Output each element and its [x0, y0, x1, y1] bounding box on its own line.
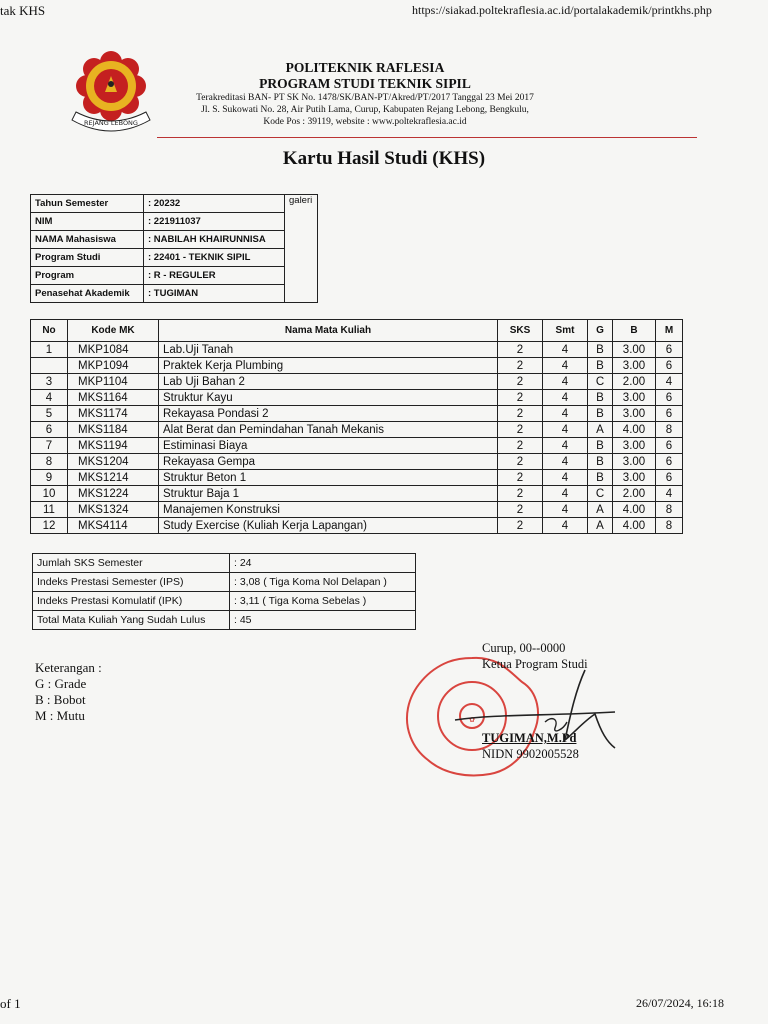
info-row — [31, 231, 318, 249]
summary-row — [33, 554, 416, 573]
cell-mutu: 6 — [656, 358, 683, 374]
cell-bobot: 3.00 — [613, 438, 656, 454]
handwritten-signature — [425, 662, 625, 762]
cell-sks: 2 — [498, 374, 543, 390]
col-header-bobot: B — [613, 320, 656, 342]
cell-course-name: Rekayasa Gempa — [159, 454, 498, 470]
document-title: Kartu Hasil Studi (KHS) — [282, 148, 486, 169]
col-header-code: Kode MK — [68, 320, 159, 342]
summary-value: : 24 — [230, 554, 416, 573]
cell-bobot: 3.00 — [613, 358, 656, 374]
summary-label: Indeks Prestasi Semester (IPS) — [33, 573, 230, 592]
cell-smt: 4 — [543, 422, 588, 438]
info-value: : 221911037 — [144, 213, 285, 231]
cell-grade: C — [588, 374, 613, 390]
institution-logo — [66, 50, 156, 134]
cell-no: 11 — [31, 502, 68, 518]
col-header-name: Nama Mata Kuliah — [159, 320, 498, 342]
cell-smt: 4 — [543, 374, 588, 390]
course-row — [31, 438, 683, 454]
cell-grade: B — [588, 438, 613, 454]
cell-bobot: 2.00 — [613, 486, 656, 502]
student-info-table — [30, 194, 318, 303]
course-row — [31, 454, 683, 470]
cell-sks: 2 — [498, 358, 543, 374]
print-timestamp: 26/07/2024, 16:18 — [636, 996, 725, 1010]
cell-bobot: 3.00 — [613, 406, 656, 422]
cell-smt: 4 — [543, 438, 588, 454]
svg-text:✿: ✿ — [469, 716, 475, 724]
cell-no: 9 — [31, 470, 68, 486]
cell-grade: B — [588, 470, 613, 486]
course-row — [31, 390, 683, 406]
col-header-sks: SKS — [498, 320, 543, 342]
info-label: Program Studi — [31, 249, 144, 267]
legend-item: G : Grade — [35, 676, 87, 691]
course-row — [31, 406, 683, 422]
cell-code: MKP1094 — [68, 358, 159, 374]
cell-smt: 4 — [543, 518, 588, 534]
cell-code: MKS1164 — [68, 390, 159, 406]
institution-name: POLITEKNIK RAFLESIA — [285, 60, 445, 75]
cell-sks: 2 — [498, 406, 543, 422]
cell-no: 4 — [31, 390, 68, 406]
cell-mutu: 8 — [656, 502, 683, 518]
course-row — [31, 518, 683, 534]
summary-row — [33, 573, 416, 592]
cell-code: MKP1084 — [68, 342, 159, 358]
cell-sks: 2 — [498, 502, 543, 518]
course-row — [31, 502, 683, 518]
course-row — [31, 470, 683, 486]
cell-code: MKS1184 — [68, 422, 159, 438]
col-header-smt: Smt — [543, 320, 588, 342]
header-divider — [157, 137, 697, 138]
summary-row — [33, 611, 416, 630]
cell-smt: 4 — [543, 502, 588, 518]
cell-sks: 2 — [498, 486, 543, 502]
col-header-mutu: M — [656, 320, 683, 342]
cell-no: 6 — [31, 422, 68, 438]
cell-mutu: 6 — [656, 438, 683, 454]
cell-course-name: Alat Berat dan Pemindahan Tanah Mekanis — [159, 422, 498, 438]
address-text: Jl. S. Sukowati No. 28, Air Putih Lama, Curup, Kabupaten Rejang Lebong, Bengkulu, — [201, 105, 529, 115]
cell-bobot: 4.00 — [613, 502, 656, 518]
cell-smt: 4 — [543, 486, 588, 502]
cell-bobot: 3.00 — [613, 470, 656, 486]
logo-ribbon-text: REJANG LEBONG — [84, 119, 138, 127]
cell-grade: A — [588, 518, 613, 534]
legend-item: B : Bobot — [35, 692, 86, 707]
summary-value: : 3,08 ( Tiga Koma Nol Delapan ) — [230, 573, 416, 592]
cell-course-name: Lab Uji Bahan 2 — [159, 374, 498, 390]
course-row — [31, 486, 683, 502]
course-row — [31, 374, 683, 390]
info-value: : R - REGULER — [144, 267, 285, 285]
cell-bobot: 3.00 — [613, 454, 656, 470]
cell-sks: 2 — [498, 422, 543, 438]
cell-smt: 4 — [543, 358, 588, 374]
info-row — [31, 213, 318, 231]
cell-no: 8 — [31, 454, 68, 470]
cell-mutu: 8 — [656, 518, 683, 534]
cell-no — [31, 358, 68, 374]
cell-sks: 2 — [498, 518, 543, 534]
summary-value: : 45 — [230, 611, 416, 630]
postal-text: Kode Pos : 39119, website : www.poltekraflesia.ac.id — [263, 117, 467, 127]
cell-course-name: Manajemen Konstruksi — [159, 502, 498, 518]
cell-grade: A — [588, 502, 613, 518]
signatory-name: TUGIMAN,M.Pd — [482, 731, 577, 745]
cell-mutu: 6 — [656, 390, 683, 406]
cell-grade: B — [588, 342, 613, 358]
cell-sks: 2 — [498, 470, 543, 486]
courses-table — [30, 319, 683, 534]
info-value: : 20232 — [144, 195, 285, 213]
summary-label: Jumlah SKS Semester — [33, 554, 230, 573]
signatory-nidn: NIDN 9902005528 — [482, 747, 579, 761]
cell-mutu: 4 — [656, 486, 683, 502]
cell-bobot: 4.00 — [613, 518, 656, 534]
cell-bobot: 4.00 — [613, 422, 656, 438]
info-row — [31, 249, 318, 267]
info-value: : NABILAH KHAIRUNNISA — [144, 231, 285, 249]
cell-grade: B — [588, 454, 613, 470]
course-row — [31, 358, 683, 374]
cell-course-name: Rekayasa Pondasi 2 — [159, 406, 498, 422]
cell-sks: 2 — [498, 342, 543, 358]
cell-course-name: Estiminasi Biaya — [159, 438, 498, 454]
place-date: Curup, 00--0000 — [482, 641, 566, 655]
institution-header — [160, 60, 570, 128]
info-row — [31, 285, 318, 303]
info-label: Program — [31, 267, 144, 285]
cell-code: MKS4114 — [68, 518, 159, 534]
cell-mutu: 6 — [656, 406, 683, 422]
signatory-role: Ketua Program Studi — [482, 657, 588, 671]
cell-smt: 4 — [543, 406, 588, 422]
cell-no: 1 — [31, 342, 68, 358]
accreditation-text: Terakreditasi BAN- PT SK No. 1478/SK/BAN-PT/Akred/PT/2017 Tanggal 23 Mei 2017 — [196, 93, 534, 103]
cell-mutu: 6 — [656, 454, 683, 470]
cell-course-name: Struktur Beton 1 — [159, 470, 498, 486]
course-row — [31, 342, 683, 358]
cell-mutu: 6 — [656, 342, 683, 358]
cell-bobot: 3.00 — [613, 342, 656, 358]
info-label: Tahun Semester — [31, 195, 144, 213]
cell-sks: 2 — [498, 438, 543, 454]
info-label: Penasehat Akademik — [31, 285, 144, 303]
cell-bobot: 2.00 — [613, 374, 656, 390]
cell-code: MKS1214 — [68, 470, 159, 486]
cell-code: MKS1204 — [68, 454, 159, 470]
cell-course-name: Struktur Baja 1 — [159, 486, 498, 502]
cell-course-name: Lab.Uji Tanah — [159, 342, 498, 358]
cell-sks: 2 — [498, 454, 543, 470]
cell-no: 5 — [31, 406, 68, 422]
summary-row — [33, 592, 416, 611]
course-row — [31, 422, 683, 438]
cell-grade: B — [588, 358, 613, 374]
info-value: : TUGIMAN — [144, 285, 285, 303]
summary-label: Total Mata Kuliah Yang Sudah Lulus — [33, 611, 230, 630]
cell-grade: A — [588, 422, 613, 438]
cell-smt: 4 — [543, 470, 588, 486]
info-row — [31, 267, 318, 285]
cell-smt: 4 — [543, 390, 588, 406]
cell-smt: 4 — [543, 454, 588, 470]
cell-smt: 4 — [543, 342, 588, 358]
print-page-number: of 1 — [0, 996, 21, 1011]
cell-bobot: 3.00 — [613, 390, 656, 406]
info-label: NIM — [31, 213, 144, 231]
summary-value: : 3,11 ( Tiga Koma Sebelas ) — [230, 592, 416, 611]
courses-header-row — [31, 320, 683, 342]
cell-no: 3 — [31, 374, 68, 390]
legend-item: M : Mutu — [35, 708, 85, 723]
info-value: : 22401 - TEKNIK SIPIL — [144, 249, 285, 267]
cell-course-name: Study Exercise (Kuliah Kerja Lapangan) — [159, 518, 498, 534]
cell-code: MKS1194 — [68, 438, 159, 454]
cell-course-name: Struktur Kayu — [159, 390, 498, 406]
col-header-grade: G — [588, 320, 613, 342]
legend — [35, 660, 102, 724]
print-page-title: tak KHS — [0, 3, 46, 18]
legend-title: Keterangan : — [35, 660, 102, 675]
cell-course-name: Praktek Kerja Plumbing — [159, 358, 498, 374]
cell-code: MKS1324 — [68, 502, 159, 518]
summary-label: Indeks Prestasi Komulatif (IPK) — [33, 592, 230, 611]
cell-no: 10 — [31, 486, 68, 502]
summary-table — [32, 553, 416, 630]
cell-code: MKP1104 — [68, 374, 159, 390]
info-row — [31, 195, 318, 213]
cell-grade: B — [588, 406, 613, 422]
cell-code: MKS1224 — [68, 486, 159, 502]
cell-mutu: 6 — [656, 470, 683, 486]
cell-grade: B — [588, 390, 613, 406]
cell-mutu: 8 — [656, 422, 683, 438]
photo-cell: galeri — [285, 195, 318, 303]
cell-code: MKS1174 — [68, 406, 159, 422]
cell-mutu: 4 — [656, 374, 683, 390]
col-header-no: No — [31, 320, 68, 342]
info-label: NAMA Mahasiswa — [31, 231, 144, 249]
cell-no: 7 — [31, 438, 68, 454]
program-name: PROGRAM STUDI TEKNIK SIPIL — [259, 76, 471, 91]
cell-no: 12 — [31, 518, 68, 534]
cell-sks: 2 — [498, 390, 543, 406]
cell-grade: C — [588, 486, 613, 502]
print-url: https://siakad.poltekraflesia.ac.id/portalakademik/printkhs.php — [412, 3, 712, 17]
